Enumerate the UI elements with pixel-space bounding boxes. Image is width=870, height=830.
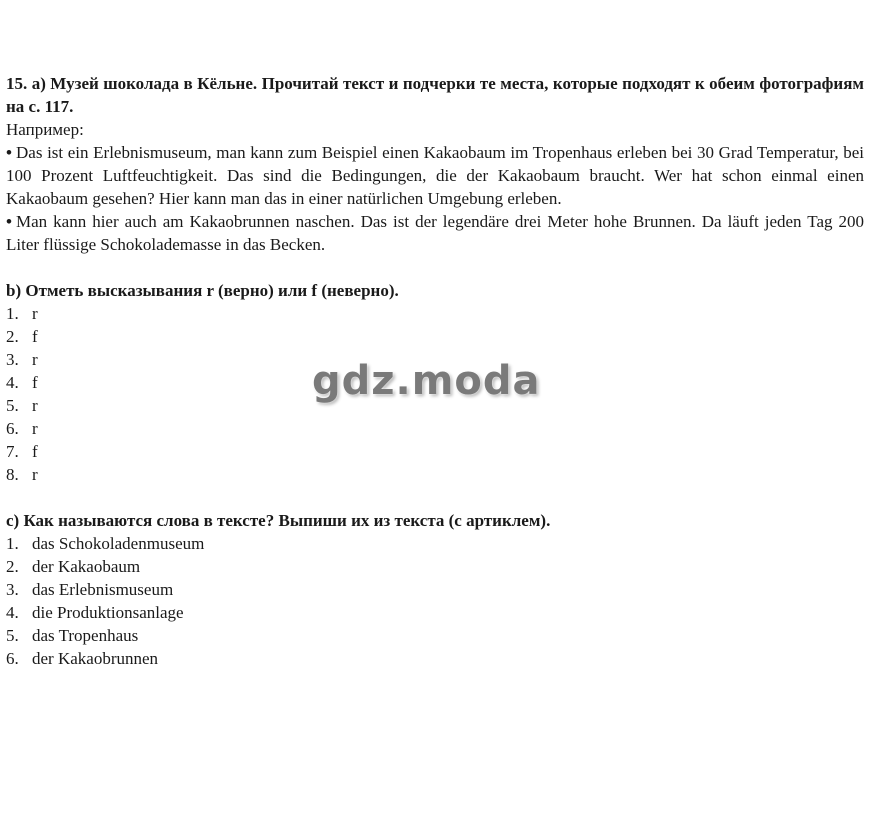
- watermark-logo: gdz.moda: [312, 358, 541, 404]
- list-item: [6, 440, 864, 463]
- example-label: Например:: [6, 120, 84, 139]
- item-answer: f: [32, 442, 38, 461]
- item-number: 2.: [6, 327, 19, 346]
- list-item: [6, 417, 864, 440]
- list-item: [6, 325, 864, 348]
- item-answer: das Tropenhaus: [32, 626, 139, 645]
- item-number: 4.: [6, 603, 19, 622]
- item-number: 8.: [6, 465, 19, 484]
- item-answer: das Erlebnismuseum: [32, 580, 174, 599]
- item-answer: r: [32, 396, 38, 415]
- spacer: [6, 256, 864, 279]
- item-answer: r: [32, 465, 38, 484]
- item-answer: die Produktionsanlage: [32, 603, 184, 622]
- list-item: [6, 601, 864, 624]
- bullet-text: Man kann hier auch am Kakaobrunnen naschen. Das ist der legendäre drei Meter hohe Brunnen. Da läuft jeden Tag 200 Liter flüssige Schokolademasse in das Becken.: [6, 212, 864, 254]
- item-answer: f: [32, 327, 38, 346]
- bullet-icon: •: [6, 212, 12, 231]
- bullet-paragraph: [6, 141, 864, 210]
- item-number: 3.: [6, 350, 19, 369]
- item-number: 1.: [6, 534, 19, 553]
- bullet-paragraph: [6, 210, 864, 256]
- item-answer: f: [32, 373, 38, 392]
- item-answer: r: [32, 419, 38, 438]
- bullet-icon: •: [6, 143, 12, 162]
- item-number: 6.: [6, 649, 19, 668]
- list-item: [6, 463, 864, 486]
- item-number: 5.: [6, 626, 19, 645]
- list-item: [6, 532, 864, 555]
- list-item: [6, 624, 864, 647]
- list-item: [6, 578, 864, 601]
- item-number: 3.: [6, 580, 19, 599]
- answer-list-c: [6, 532, 864, 670]
- item-answer: das Schokoladenmuseum: [32, 534, 205, 553]
- part-c-heading: c) Как называются слова в тексте? Выпиши их из текста (с артиклем).: [6, 511, 551, 530]
- item-number: 2.: [6, 557, 19, 576]
- list-item: [6, 555, 864, 578]
- list-item: [6, 302, 864, 325]
- item-answer: r: [32, 350, 38, 369]
- item-answer: r: [32, 304, 38, 323]
- item-number: 5.: [6, 396, 19, 415]
- item-answer: der Kakaobaum: [32, 557, 141, 576]
- item-number: 7.: [6, 442, 19, 461]
- item-number: 1.: [6, 304, 19, 323]
- item-number: 6.: [6, 419, 19, 438]
- item-number: 4.: [6, 373, 19, 392]
- list-item: [6, 647, 864, 670]
- task-heading: 15. а) Музей шоколада в Кёльне. Прочитай текст и подчерки те места, которые подходят к обеим фотографиям на с. 117.: [6, 74, 864, 116]
- item-answer: der Kakaobrunnen: [32, 649, 159, 668]
- part-b-heading: b) Отметь высказывания r (верно) или f (неверно).: [6, 281, 399, 300]
- bullet-text: Das ist ein Erlebnismuseum, man kann zum Beispiel einen Kakaobaum im Tropenhaus erleben bei 30 Grad Temperatur, bei 100 Prozent Luftfeuchtigkeit. Das sind die Bedingungen, die der Kakaobaum braucht. Wer hat schon einmal einen Kakaobaum gesehen? Hier kann man das in einer natürlichen Umgebung erleben.: [6, 143, 864, 208]
- spacer: [6, 486, 864, 509]
